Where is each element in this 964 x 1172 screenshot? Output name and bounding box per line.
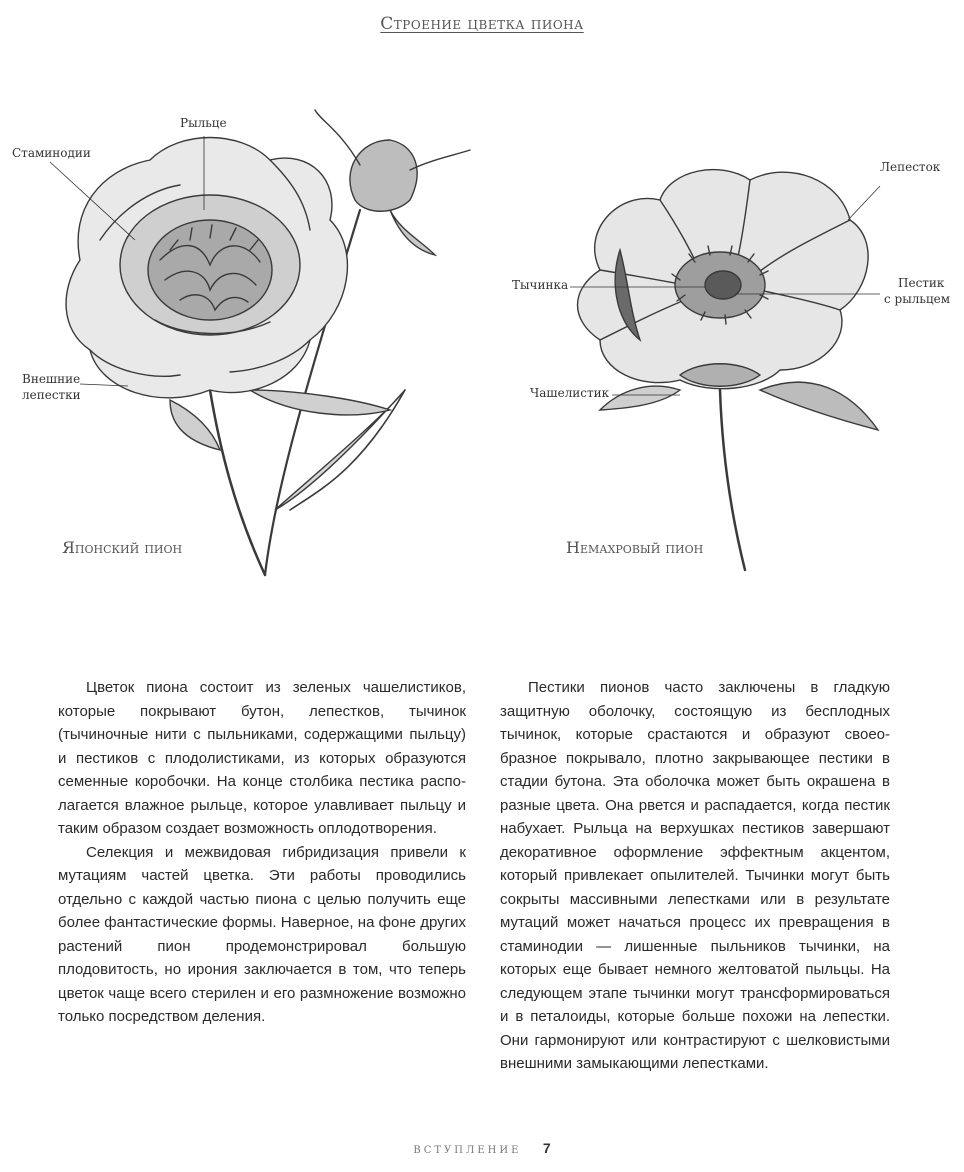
label-outer-petals-line1: Внешние (22, 372, 81, 386)
caption-single-peony: Немахровый пион (566, 538, 704, 557)
japanese-peony-illustration (60, 90, 480, 590)
label-stamen: Тычинка (512, 278, 569, 292)
label-pistil-line1: Пестик (898, 276, 945, 290)
page-title-text: Строение цветка пиона (380, 14, 584, 34)
label-outer-petals-line2: лепестки (22, 388, 81, 402)
label-staminodes: Стаминодии (12, 146, 91, 160)
page-title (0, 14, 964, 34)
page-footer (0, 1140, 964, 1157)
body-column-right (500, 676, 890, 1076)
body-column-left (58, 676, 466, 1029)
paragraph: Цветок пиона состоит из зеленых чашелистиков, которые покрывают бутон, лепестков, тычинок (тычиночные нити с пыльниками, содержащими пыльцу) и пестиков с плодолистиками, из которых образуются семенные коробочки. На конце столбика пестика располагается влажное рыльце, которое улавливает пыльцу и таким образом создает возможность оплодотворения. (58, 679, 466, 837)
caption-japanese-peony: Японский пион (62, 538, 183, 557)
label-pistil-line2: с рыльцем (884, 292, 951, 306)
label-petal: Лепесток (880, 160, 941, 174)
label-sepal: Чашелистик (530, 386, 610, 400)
page-number: 7 (542, 1140, 551, 1156)
single-peony-illustration (560, 150, 890, 580)
label-stigma: Рыльце (180, 116, 227, 130)
paragraph: Селекция и межвидовая гибридизация привели к мутациям частей цветка. Эти работы проводились отдельно с каждой частью пиона с целью получить еще более фантастические формы. Наверное, на фоне других растений пион продемонстрировал большую плодовитость, но ирония заключается в том, что теперь цветок чаще всего стерилен и его размножение возможно только посредством деления. (58, 843, 466, 1025)
paragraph: Пестики пионов часто заключены в гладкую защитную оболочку, состоящую из бесплодных тычинок, которые срастаются и образуют своеобразное покрывало, плотно закрывающее пестики в стадии бутона. Эта оболочка может быть окрашена в разные цвета. Она рвется и распадается, когда пестик набухает. Рыльца на верхушках пестиков завершают декоративное оформление эффектным акцентом, который привлекает опылителей. Тычинки могут быть сокрыты массивными лепестками или в результате мутаций может начаться процесс их превращения в стаминодии — лишенные пыльников тычинки, на которых еще бывает немного желтоватой пыльцы. На следующем этапе тычинки могут трансформироваться и в петалоиды, которые больше похожи на лепестки. Они гармонируют или контрастируют с шелковистыми внешними замыкающими лепестками. (500, 679, 890, 1072)
section-name: вступление (413, 1141, 522, 1157)
